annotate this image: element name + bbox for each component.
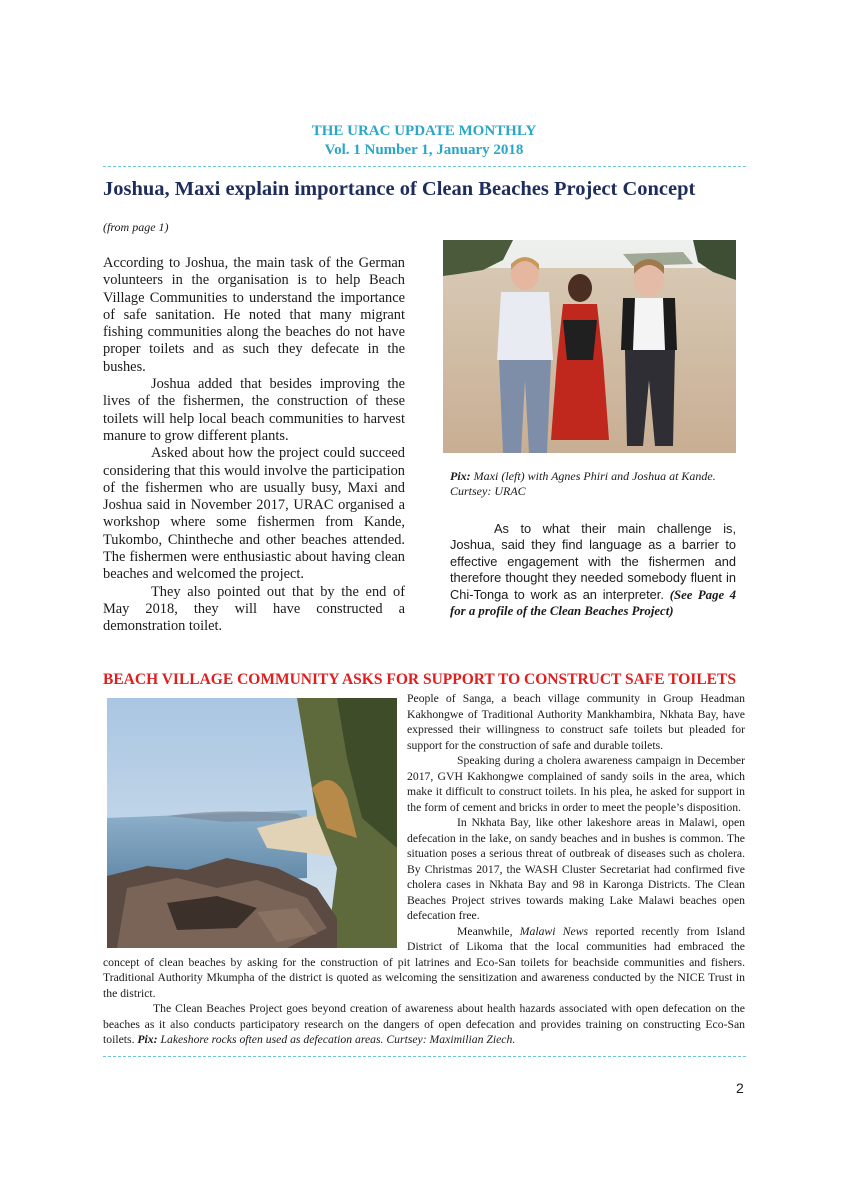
paragraph-text: Meanwhile,: [457, 924, 520, 938]
paragraph-text: As to what their main challenge is, Joshua, said they find language as a barrier to effective engagement with the fishermen and therefore thought they needed somebody fluent in Chi-Tonga to work as an interpreter.: [450, 521, 736, 602]
paragraph: [450, 521, 736, 619]
bottom-divider: [103, 1056, 746, 1057]
page-number: 2: [736, 1080, 744, 1096]
photo-caption: [450, 469, 740, 499]
top-divider: [103, 166, 746, 167]
article2-headline: BEACH VILLAGE COMMUNITY ASKS FOR SUPPORT TO CONSTRUCT SAFE TOILETS: [103, 671, 736, 688]
paragraph: They also pointed out that by the end of May 2018, they will have constructed a demonstration toilet.: [103, 583, 405, 635]
paragraph-text: reported recently from Island District of Likoma that the local communities had embraced the concept of clean beaches by asking for the construction of pit latrines and Eco-San toilets for beachside communities and fishers. Traditional Authority Mkumpha of the district is quoted as welcoming the sensitization and awareness conducted by the NICE Trust in the district.: [103, 924, 745, 1000]
paragraph: In Nkhata Bay, like other lakeshore areas in Malawi, open defecation in the lake, on sandy beaches and in bushes is common. The situation poses a serious threat of outbreak of diseases such as cholera. By Christmas 2017, the WASH Cluster Secretariat had confirmed five cholera cases in Nkhata Bay and 98 in Karonga Districts. The Clean Beaches Project strives towards making Lake Malawi beaches open defecation free.: [407, 816, 745, 922]
paragraph: People of Sanga, a beach village community in Group Headman Kakhongwe of Traditional Authority Mankhambira, Nkhata Bay, have expressed their willingness to construct safe toilets but pleaded for support for the construction of safe and durable toilets.: [407, 692, 745, 752]
paragraph: [103, 1001, 745, 1048]
source-name: Malawi News: [519, 924, 589, 938]
article-headline: Joshua, Maxi explain importance of Clean Beaches Project Concept: [103, 178, 696, 200]
article2-body: [103, 691, 745, 1048]
article-right-column: [450, 521, 736, 619]
beach-group-photo: [443, 240, 736, 453]
paragraph: Asked about how the project could succeed considering that this would involve the participation of the fishermen who are usually busy, Maxi and Joshua said in November 2017, URAC organised a workshop where some fishermen from Kande, Tukombo, Chintheche and other beaches attended. The fishermen were enthusiastic about having clean beaches and welcomed the project.: [103, 445, 405, 583]
paragraph: According to Joshua, the main task of the German volunteers in the organisation is to help Beach Village Communities to understand the importance of safe sanitation. He noted that many migrant fishing communities along the beaches do not have proper toilets and as such they defecate in the bushes.: [103, 255, 405, 375]
caption-text: Maxi (left) with Agnes Phiri and Joshua at Kande. Curtsey: URAC: [450, 469, 716, 498]
issue-line: Vol. 1 Number 1, January 2018: [324, 142, 524, 158]
caption-label: Pix:: [137, 1033, 158, 1046]
article-left-column: [103, 255, 405, 636]
newsletter-title: THE URAC UPDATE MONTHLY: [311, 123, 537, 139]
caption-text: Lakeshore rocks often used as defecation areas. Curtsey: Maximilian Ziech.: [157, 1033, 516, 1046]
paragraph-text: The Clean Beaches Project goes beyond creation of awareness about health hazards associated with open defecation on the beaches as it also conducts participatory research on the dangers of open defecation and provides training on constructing Eco-San toilets.: [103, 1002, 745, 1046]
page-reference: (See Page 4 for a profile of the Clean Beaches Project): [450, 587, 736, 619]
photo-spacer: [103, 691, 407, 947]
paragraph: Speaking during a cholera awareness campaign in December 2017, GVH Kakhongwe complained of sandy soils in the area, which make it difficult to construct toilets. In his plea, he asked for support in the form of cement and bricks in order to meet the people’s disposition.: [407, 754, 745, 814]
caption-label: Pix:: [450, 469, 471, 483]
paragraph: Joshua added that besides improving the lives of the fishermen, the construction of these toilets will help local beach communities to harvest manure to grow different plants.: [103, 376, 405, 444]
continuation-note: (from page 1): [103, 220, 169, 234]
